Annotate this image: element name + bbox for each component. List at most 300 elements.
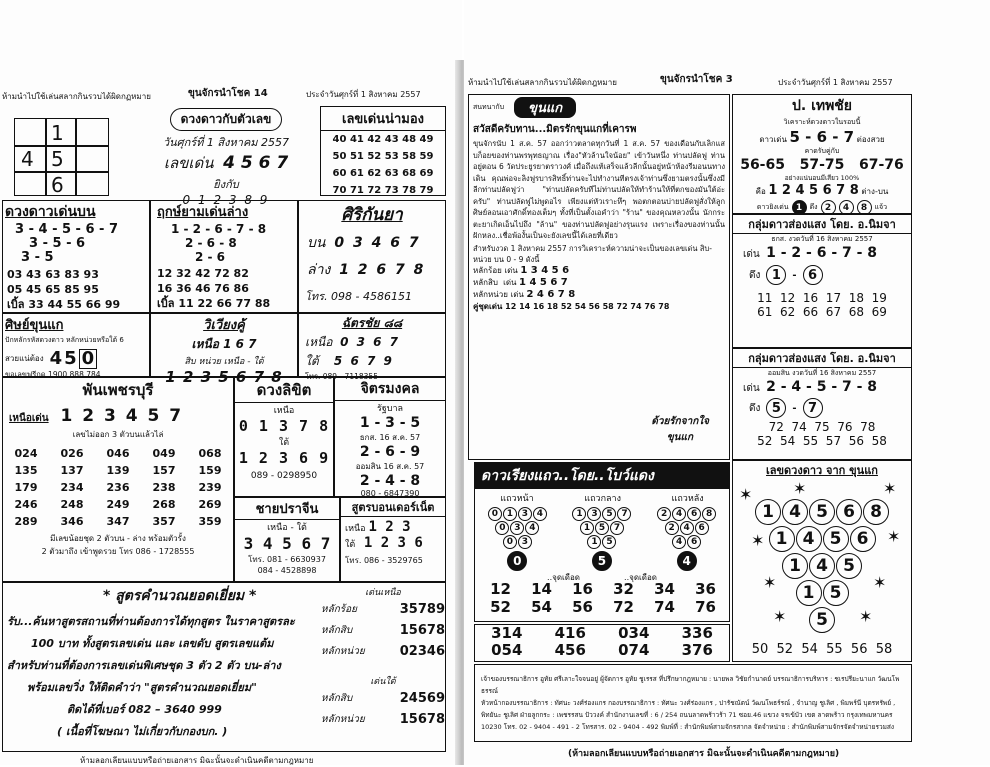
rerk-line: 2 - 6 - 8 <box>185 236 237 250</box>
credits-box <box>474 664 912 742</box>
sutbonder-box <box>340 497 446 582</box>
khunkae-sign: ด้วยรักจากใจ <box>651 416 709 427</box>
daorieng-triangle <box>487 507 547 571</box>
lekduangdao-circle: 1 <box>782 553 808 579</box>
sutkhamnuan-value: 24569 <box>399 691 445 706</box>
phanphet-number: 139 <box>106 464 130 477</box>
sutkhamnuan-line: สำหรับท่านที่ต้องการเลขเด่นพิเศษชุด 3 ตัว 2 ตัว บน-ล่าง <box>7 659 281 672</box>
rerk-title: ฤกษ์ยามเด่นล่าง <box>157 205 249 220</box>
khunkae-row-label: หลักสิบ <box>473 277 498 287</box>
klum2-den-label: เด่น <box>743 383 760 394</box>
daorieng-circle: 6 <box>687 507 701 521</box>
klum2-row: 52 54 55 57 56 58 <box>757 434 887 448</box>
phanphet-number: 159 <box>198 464 222 477</box>
sutbonder-nuea: 1 2 3 <box>368 519 411 535</box>
sutkhamnuan-value: 15678 <box>399 623 445 638</box>
phanphet-number: 239 <box>198 481 222 494</box>
thep-circle: 8 <box>857 200 872 215</box>
sutkhamnuan-title: * สูตรคำนวณยอดเยี่ยม * <box>103 588 257 604</box>
sutkhamnuan-label: หลักหน่วย <box>321 714 365 725</box>
phanphet-number-grid <box>3 447 233 528</box>
phanphet-number: 046 <box>106 447 130 460</box>
phanphet-number: 024 <box>14 447 38 460</box>
daorieng-bottom-circle: 5 <box>592 551 612 571</box>
daorieng-number: 32 <box>613 580 634 598</box>
chitmongkol-line: 1 - 3 - 5 <box>359 415 421 431</box>
duangdao-lek-title: ดวงดาวกับตัวเลข <box>170 108 283 131</box>
khunkae-paragraph2: สำหรับงวด 1 สิงหาคม 2557 การวิเคราะห์ความน่าจะเป็นของเลขเด่น สิบ-หน่วย บน 0 - 9 ดังนี้ <box>473 243 712 264</box>
thep-kue-note: ต่าง-บน <box>861 187 889 196</box>
daorieng-circle: 0 <box>488 507 502 521</box>
left-footer: ห้ามลอกเลียนแบบหรือถ่ายเอกสาร มิฉะนั้นจะดำเนินคดีตามกฎหมาย <box>80 756 314 765</box>
phanphet-title: พันเพชรบุรี <box>82 381 154 399</box>
duangdao-bon-line: 3 - 5 - 6 <box>29 236 86 251</box>
duangdao-bon-box <box>2 200 150 313</box>
khunkae-row-value: 2 4 6 7 8 <box>526 288 576 300</box>
klum2-title: กลุ่มดาวส่องแสง โดย. อ.นิมจา <box>733 349 911 368</box>
daorieng-circle: 5 <box>595 521 609 535</box>
duangdao-lek-nums: 0 1 2 3 8 9 <box>182 193 270 207</box>
sutbonder-tai: 1 2 3 6 <box>363 535 423 551</box>
left-header-warning: ห้ามนำไปใช้เล่นสลากกินรวบได้ผิดกฏหมาย <box>2 92 151 101</box>
right-header-warning: ห้ามนำไปใช้เล่นสลากกินรวบได้ผิดกฎหมาย <box>468 78 617 87</box>
daorieng-number: 76 <box>695 598 716 616</box>
sutkhamnuan-line: 100 บาท ทั้งสูตรเลขเด่น และ เลขดับ สูตรเลขแต้ม <box>31 637 274 650</box>
daorieng-circle: 4 <box>672 507 686 521</box>
khunkae-row-value: 1 4 5 6 7 <box>519 276 568 288</box>
sitkhun-sub: สวยแน่ต้อง <box>5 354 44 363</box>
lek-den-row: 50 51 52 53 58 59 <box>332 151 434 162</box>
bottom-num: 314 <box>491 624 523 642</box>
klum1-row: 11 12 16 17 18 19 <box>757 291 887 305</box>
rerk-nums: เบิ้ล 11 22 66 77 88 <box>157 297 271 310</box>
daorieng-circle: 5 <box>602 507 616 521</box>
duangdao-lek-digits: 4 5 6 7 <box>223 153 289 173</box>
thep-sub: วิเคราะห์ดวงดาวในรอบนี้ <box>783 118 861 126</box>
sitkhun-title: ศิษย์ขุนแก <box>5 318 64 333</box>
sutkhamnuan-value: 02346 <box>399 644 445 659</box>
sirikanya-box <box>298 200 446 313</box>
sutkhamnuan-label: หลักหน่วย <box>321 646 365 657</box>
star-icon: ✶ <box>883 479 897 498</box>
bottom-nums-box <box>474 624 730 662</box>
chatchai-nuea-label: เหนือ <box>305 335 333 349</box>
sitkhun-digit: 4 <box>49 348 63 369</box>
daorieng-circle: 3 <box>587 507 601 521</box>
thep-circle: 2 <box>821 200 836 215</box>
duangdao-bon-nums: 05 45 65 85 95 <box>7 283 99 296</box>
credits-line: หัวหน้ากองบรรณาธิการ : ทัศนะ วงศ์ร่องแกร กองบรรณาธิการ : ทัศนะ วงศ์ร่องแกร , ปารัชณัตน์ วัฒนโพธร์รณ์ , จำนาญ ชูเลิศ , พิมพร์นี บุตรทรัพย์ , <box>481 699 896 707</box>
daorieng-circle: 5 <box>602 535 616 549</box>
chitmongkol-date: ออมสิน 16 ส.ค. 57 <box>355 462 425 471</box>
duangdao-bon-title: ดวงดาวเด่นบน <box>5 204 96 220</box>
daorieng-circle: 0 <box>503 535 517 549</box>
lekduangdao-title: เลขดวงดาว จาก ขุนแก <box>766 464 878 477</box>
sirikanya-tel: โทร. 098 - 4586151 <box>305 290 413 303</box>
phanphet-number: 234 <box>60 481 84 494</box>
duangdao-lek-box <box>140 108 312 207</box>
phanphet-number: 359 <box>198 515 222 528</box>
sitkhun-note: ปักหลักรหัสดวงดาว หลักหน่วยหรือใต้ 6 <box>5 336 124 344</box>
star-icon: ✶ <box>793 479 807 498</box>
lek-den-title: เลขเด่นน่ามอง <box>321 107 445 131</box>
thep-den-label: ดาวเด่น <box>759 135 787 144</box>
thep-den: 5 - 6 - 7 <box>789 128 855 146</box>
bottom-num: 074 <box>618 641 650 659</box>
left-header-date: ประจำวันศุกร์ที่ 1 สิงหาคม 2557 <box>306 90 421 99</box>
chitmongkol-tel: 080 - 6847390 <box>360 489 420 498</box>
star-icon: ✶ <box>751 531 765 550</box>
thep-den-note: ต่องสวย <box>856 135 885 144</box>
sutkhamnuan-tai-title: เด่นใต้ <box>370 677 396 687</box>
right-footer: (ห้ามลอกเลียนแบบหรือถ่ายเอกสาร มิฉะนั้นจะดำเนินคดีตามกฎหมาย) <box>568 749 840 759</box>
daorieng-circle: 4 <box>680 521 694 535</box>
star-icon: ✶ <box>859 607 873 626</box>
sitkhun-tel: ขอเลขฟรีกด 1900 888 784 <box>5 370 101 379</box>
sutkhamnuan-value: 35789 <box>399 602 445 617</box>
daorieng-circle: 3 <box>518 535 532 549</box>
daorieng-col-label: แถวกลาง <box>584 494 621 504</box>
daorieng-circle: 7 <box>610 521 624 535</box>
duangdao-lek-yingkab: ยิงกับ <box>213 178 239 191</box>
thep-wing-note: ดึง <box>809 203 818 211</box>
star-icon: ✶ <box>763 573 777 592</box>
lekduangdao-circle: 8 <box>863 499 889 525</box>
daorieng-rows <box>480 580 726 616</box>
phanphet-foot: 2 ตัวมาถึง เข้าพูดรวย โทร 086 - 1728555 <box>41 547 195 556</box>
khunkae-row-den: เด่น <box>503 277 517 287</box>
daorieng-circle: 1 <box>503 507 517 521</box>
phanphet-den-label: เหนือเด่น <box>9 413 49 424</box>
sitkhun-digit-boxed: 0 <box>79 349 98 369</box>
credits-line: 10230 โทร. 02 - 9404 - 491 - 2 โทรสาร. 02 - 9404 - 492 พิมพ์ที่ : สำนักพิมพ์สามจักรสากล จัดจำหน่าย : สำนักพิมพ์สามจักรจัดจำหน่ายรวมส่ง <box>481 723 895 731</box>
chaiprajin-tel: 084 - 4528898 <box>257 566 317 575</box>
daorieng-circle: 4 <box>525 521 539 535</box>
thep-acc: อย่างแน่นอนมีเสียว 100% <box>784 174 860 182</box>
chaiprajin-digits: 3 4 5 6 7 <box>243 534 331 553</box>
bottom-num: 456 <box>554 641 586 659</box>
phanphet-foot: มีเลขน้อยชุด 2 ตัวบน - ล่าง พร้อมตัวรั้ง <box>50 534 186 543</box>
sutkhamnuan-value: 15678 <box>399 712 445 727</box>
phanphet-number: 249 <box>106 498 130 511</box>
khunkae-row-den: เด่น <box>504 265 518 275</box>
phanphet-number: 179 <box>14 481 38 494</box>
phanphet-number: 268 <box>152 498 176 511</box>
duanglikhit-nuea-label: เหนือ <box>273 406 295 416</box>
khunkae-row-label: หลักหน่วย <box>473 289 508 299</box>
bottom-num: 416 <box>554 624 586 642</box>
thep-end: แจ้ว <box>874 203 888 211</box>
wiangkhwan-digits: 1 2 3 5 6 7 8 <box>165 368 283 386</box>
khunkae-sign: ขุนแก <box>666 432 693 443</box>
star-icon: ✶ <box>773 607 787 626</box>
sirikanya-lang-label: ล่าง <box>307 262 331 278</box>
grid-digit: 5 <box>51 147 64 171</box>
klum1-den-label: เด่น <box>743 249 760 260</box>
duanglikhit-nuea: 0 1 3 7 8 <box>238 417 330 435</box>
sutkhamnuan-line: รับ...ค้นหาสูตรสถานที่ท่านต้องการได้ทุกสูตร ในราคาสูตรละ <box>7 615 295 628</box>
rerk-nums: 16 36 46 76 86 <box>157 282 249 295</box>
phanphet-number: 246 <box>14 498 38 511</box>
credits-line: พิทยันะ ชูเลิศ ฝ่ายลูกกระ : เพชรรสน ปัววงค์ สำนักงานเลขที่ : 6 / 254 ถนนลาดพร้าวร้า 71 ซอย.46 แขวง จรเข้บัว เขต ลาดพร้าว กรุงเทพมหานคร <box>481 711 893 719</box>
daorieng-number: 16 <box>572 580 593 598</box>
lek-den-row: 60 61 62 63 68 69 <box>332 168 434 179</box>
phanphet-number: 026 <box>60 447 84 460</box>
daorieng-number: 52 <box>490 598 511 616</box>
duangdao-bon-nums: 03 43 63 83 93 <box>7 268 99 281</box>
klum1-circle: 6 <box>803 265 823 285</box>
left-page <box>0 0 462 765</box>
phanphet-number: 248 <box>60 498 84 511</box>
daorieng-circle: 1 <box>572 507 586 521</box>
phanphet-number: 238 <box>152 481 176 494</box>
lekduangdao-circle: 5 <box>836 553 862 579</box>
duanglikhit-tel: 089 - 0298950 <box>250 471 318 481</box>
klum2-circle: 7 <box>803 398 823 418</box>
daorieng-circle: 4 <box>672 535 686 549</box>
sirikanya-bon: 0 3 4 6 7 <box>334 235 421 251</box>
daorieng-col-label: แถวหลัง <box>671 494 704 504</box>
right-page <box>464 0 990 765</box>
khunkae-pairs: คู่ชุดเด่น 12 14 16 18 52 54 56 58 72 74 76 78 <box>473 301 670 311</box>
chatchai-tai: 5 6 7 9 <box>333 354 394 368</box>
daorieng-number: 36 <box>695 580 716 598</box>
daorieng-triangle <box>572 507 632 571</box>
lekduangdao-circle: 4 <box>796 526 822 552</box>
khunkae-row-label: หลักร้อย <box>473 265 502 275</box>
khunkae-article-box <box>468 94 730 460</box>
daorieng-circle: 4 <box>533 507 547 521</box>
daorieng-number: 12 <box>490 580 511 598</box>
daorieng-number: 54 <box>531 598 552 616</box>
klum2-box: กลุ่มดาวส่องแสง โดย. อ.นิมจา ออมสิน งวดวันที่ 16 สิงหาคม 2557 เด่น 2 - 4 - 5 - 7 - 8 ดึง 5 - 7 72 74 75 76 78 52 54 55 57 56 58 <box>732 348 912 460</box>
sutkhamnuan-box <box>2 582 446 752</box>
number-grid <box>14 118 109 196</box>
phanphet-box <box>2 377 234 582</box>
sirikanya-title: ศิริกันยา <box>341 205 403 225</box>
daorieng-number: 72 <box>613 598 634 616</box>
sutbonder-nuea-label: เหนือ <box>345 524 366 534</box>
daorieng-circle: 0 <box>495 521 509 535</box>
duanglikhit-tai: 1 2 3 6 9 <box>238 449 330 467</box>
klum1-dueng-label: ดึง <box>749 269 761 281</box>
phanphet-number: 068 <box>198 447 222 460</box>
thep-pairs: 56-65 57-75 67-76 <box>740 157 904 173</box>
klum1-circle: 1 <box>766 265 786 285</box>
daorieng-col-label: แถวหน้า <box>500 494 534 504</box>
daorieng-circle: 2 <box>657 507 671 521</box>
phanphet-number: 357 <box>152 515 176 528</box>
credits-line: เจ้าของบรรณาธิการ อูทัย ศรีเลาะใจจนอยู่ ผู้จัดการ อูทัย ชูเรรส ที่ปรึกษากฎหมาย : นายพล วิชัยกำนาดย์ บรรณาธิการบริหาร : ชเรปรียะนาแก วัฒนโพธรรณ์ <box>481 675 900 695</box>
grid-digit: 1 <box>51 121 64 145</box>
duanglikhit-box <box>234 377 334 497</box>
thep-circle: 1 <box>792 200 807 215</box>
rerk-line: 2 - 6 <box>195 250 226 264</box>
sutkhamnuan-label: หลักร้อย <box>321 604 358 615</box>
chaiprajin-tel: โทร. 081 - 6630937 <box>248 555 326 564</box>
klum2-dueng-label: ดึง <box>749 402 761 414</box>
lekduangdao-pyramid <box>733 499 911 634</box>
chatchai-box <box>298 313 446 381</box>
daorieng-jud: ..จุดเดือด <box>547 573 580 582</box>
duangdao-bon-line: 3 - 5 <box>21 250 54 265</box>
lekduangdao-circle: 5 <box>809 607 835 633</box>
klum1-den: 1 - 2 - 6 - 7 - 8 <box>766 245 878 261</box>
khunkae-row-value: 1 3 4 5 6 <box>520 264 570 276</box>
sirikanya-lang: 1 2 6 7 8 <box>339 262 426 278</box>
bottom-num: 054 <box>491 641 523 659</box>
daorieng-number: 34 <box>654 580 675 598</box>
sutbonder-tel: โทร. 086 - 3529765 <box>345 556 423 565</box>
sutkhamnuan-line: ( เนื้อที่โฆษณา ไม่เกี่ยวกับกองบก. ) <box>57 725 228 738</box>
khunkae-logo: ขุนแก <box>514 97 576 118</box>
klum2-row: 72 74 75 76 78 <box>768 420 876 434</box>
daorieng-banner: ดาวเรียงแถว..โดย..โบว์แดง <box>475 463 729 489</box>
lekduangdao-circle: 5 <box>809 499 835 525</box>
klum1-sub: ธกส. งวดวันที่ 16 สิงหาคม 2557 <box>771 235 873 243</box>
daorieng-circle: 7 <box>617 507 631 521</box>
chitmongkol-box <box>334 377 446 497</box>
chatchai-title: ฉัตรชัย ๘๘ <box>341 316 403 330</box>
chaiprajin-sub: เหนือ - ใต้ <box>267 523 307 533</box>
grid-digit: 4 <box>21 147 34 171</box>
duangdao-bon-nums: เบิ้ล 33 44 55 66 99 <box>7 298 121 311</box>
rerk-box <box>150 200 298 313</box>
chatchai-tai-label: ใต้ <box>305 354 319 368</box>
klum1-title: กลุ่มดาวส่องแสง โดย. อ.นิมจา <box>733 215 911 234</box>
sirikanya-bon-label: บน <box>307 235 326 251</box>
sutbonder-tai-label: ใต้ <box>345 540 356 550</box>
daorieng-triangles <box>475 507 729 571</box>
wiangkhwan-line1: เหนือ 1 6 7 <box>191 337 257 351</box>
phanphet-den: 1 2 3 4 5 7 <box>60 406 184 426</box>
bottom-num: 376 <box>681 641 713 659</box>
daorieng-circle: 3 <box>510 521 524 535</box>
lekduangdao-circle: 4 <box>782 499 808 525</box>
thep-kue-label: คือ <box>755 187 766 196</box>
duangdao-lek-date: วันศุกร์ที่ 1 สิงหาคม 2557 <box>162 136 290 149</box>
star-icon: ✶ <box>873 573 887 592</box>
thep-circle: 4 <box>839 200 854 215</box>
lekduangdao-circle: 1 <box>769 526 795 552</box>
klum2-circle: 5 <box>766 398 786 418</box>
grid-digit: 6 <box>51 173 64 197</box>
sutkhamnuan-line: ติดได้ที่เบอร์ 082 – 3640 999 <box>67 703 222 716</box>
right-header-date: ประจำวันศุกร์ที่ 1 สิงหาคม 2557 <box>778 78 893 87</box>
chaiprajin-title: ชายปราจีน <box>235 498 339 520</box>
phanphet-number: 289 <box>14 515 38 528</box>
chitmongkol-sub: รัฐบาล <box>376 404 404 414</box>
duangdao-lek-label: เลขเด่น <box>163 154 214 172</box>
lekduangdao-box <box>732 460 912 662</box>
daorieng-circle: 1 <box>580 521 594 535</box>
sutkhamnuan-label: หลักสิบ <box>321 693 353 704</box>
star-icon: ✶ <box>739 485 753 504</box>
wiangkhwan-line2: สิบ หน่วย เหนือ - ใต้ <box>184 357 264 367</box>
star-icon: ✶ <box>887 527 901 546</box>
daorieng-circle: 6 <box>687 535 701 549</box>
lekduangdao-circle: 6 <box>836 499 862 525</box>
lekduangdao-circle: 5 <box>823 526 849 552</box>
chitmongkol-date: ธกส. 16 ส.ค. 57 <box>359 433 421 442</box>
klum1-row: 61 62 66 67 68 69 <box>757 305 887 319</box>
chatchai-nuea: 0 3 6 7 <box>340 335 400 349</box>
khunkae-badge: สนทนากับ <box>473 103 505 111</box>
thep-title: ป. เทพชัย <box>791 98 853 114</box>
lekduangdao-circle: 1 <box>796 580 822 606</box>
klum1-box: กลุ่มดาวส่องแสง โดย. อ.นิมจา ธกส. งวดวันที่ 16 สิงหาคม 2557 เด่น 1 - 2 - 6 - 7 - 8 ดึง 1 - 6 11 12 16 17 18 19 61 62 66 67 68 69 <box>732 214 912 348</box>
left-header-title: ขุนจักรนำโชค 14 <box>188 88 268 99</box>
right-header-title: ขุนจักรนำโชค 3 <box>660 74 733 85</box>
wiangkhwan-title: วิเวียงคู้ <box>203 318 245 333</box>
klum2-sub: ออมสิน งวดวันที่ 16 สิงหาคม 2557 <box>767 369 877 377</box>
phanphet-note: เลขไม่ออก 3 ตัวบนแล้วไล่ <box>72 430 164 439</box>
daorieng-number: 56 <box>572 598 593 616</box>
phanphet-number: 346 <box>60 515 84 528</box>
chaiprajin-box <box>234 497 340 582</box>
sitkhun-digit: 5 <box>64 348 77 369</box>
lekduangdao-circle: 4 <box>809 553 835 579</box>
klum2-den: 2 - 4 - 5 - 7 - 8 <box>766 379 878 395</box>
sutkhamnuan-label: หลักสิบ <box>321 625 353 636</box>
lekduangdao-circle: 6 <box>850 526 876 552</box>
lek-den-row: 70 71 72 73 78 79 <box>332 185 434 196</box>
daorieng-bottom-circle: 0 <box>507 551 527 571</box>
phanphet-number: 049 <box>152 447 176 460</box>
sutkhamnuan-nuea-title: เด่นเหนือ <box>365 588 401 598</box>
duangdao-bon-line: 3 - 4 - 5 - 6 - 7 <box>15 222 119 237</box>
daorieng-number: 14 <box>531 580 552 598</box>
phanphet-number: 137 <box>60 464 84 477</box>
lekduangdao-row: 50 52 54 55 56 58 <box>751 642 893 657</box>
daorieng-jud: ..จุดเดือด <box>624 573 657 582</box>
duanglikhit-tai-label: ใต้ <box>278 438 290 448</box>
lekduangdao-circle: 5 <box>823 580 849 606</box>
daorieng-circle: 8 <box>702 507 716 521</box>
wiangkhwan-box <box>150 313 298 386</box>
chitmongkol-title: จิตรมงคล <box>335 378 445 401</box>
daorieng-number: 74 <box>654 598 675 616</box>
rerk-line: 1 - 2 - 6 - 7 - 8 <box>171 222 267 236</box>
daorieng-circle: 2 <box>665 521 679 535</box>
lek-den-row: 40 41 42 43 48 49 <box>332 134 434 145</box>
chitmongkol-line: 2 - 4 - 8 <box>359 473 421 489</box>
lek-den-box <box>320 106 446 196</box>
rerk-nums: 12 32 42 72 82 <box>157 267 249 280</box>
sitkhun-box <box>2 313 150 377</box>
daorieng-bottom-circle: 4 <box>677 551 697 571</box>
thep-kue: 1 2 4 5 6 7 8 <box>768 183 859 198</box>
sutkhamnuan-line: พร้อมเลขวิ่ง ให้ติดคำว่า "สูตรคำนวณยอดเยี่ยม" <box>27 681 257 694</box>
daorieng-circle: 1 <box>587 535 601 549</box>
duanglikhit-title: ดวงลิขิต <box>235 378 333 403</box>
khunkae-paragraph: ขุนจักรนับ 1 ส.ค. 57 ออกว่าวตลาดทุกวันที่ 1 ส.ค. 57 ของเดือนกับเลิกแสบก็อยของท่านพรพุทธญาณ เรื่อง"หัวล้านใจน้อย" เข้าวันหนึ่ง ท่านปลัดฟู ท่านอยู่ตอน 6 วัดประยูรยาตราวงศ์ เมื่อถึงแท้เสร็จแล้วลีกนั้นอยู่หน้าห้องรีมอนนทางเดิน คุณพ่อจะลิงฟูรบารสิทธิ์ท่านจะไปทำงานทีตรงเจ้าท่านซึ่งยามตรงนั้นซึ่งงมีลีกท่านปลัดฟูว่า "ท่านปลัดครับทีไม่ท่านปลัดให้ทำร้านให้ที่ตกของมันใต้อ่ะครับ" ท่านปลัดฟูไม่พูดอไร เพียงแต่หัวเราะหึๆ พอตกตอนบ่ายปลัดฟูสั่งให้ลูกศิษย์ลอนเอาศักดิ์ทองเต็มๆ ทั้งที่เป็นตั้งเอคำว่า "ร้าน" ของคุณหลวงนั้น นักกระตะยาเกิดเอ็นไปถึง "ล้าน" ของท่านปลัดฟูอย่างรุนแรง เพราะเรื่องของท่านนั้นฝักหลง..เชื่อพ้องั้นเป็นจะยังเลขนี้ได้เลยที่เดียว <box>473 139 725 240</box>
bottom-num: 034 <box>618 624 650 642</box>
chitmongkol-line: 2 - 6 - 9 <box>359 444 421 460</box>
daorieng-circle: 3 <box>518 507 532 521</box>
khunkae-row-den: เด่น <box>510 289 524 299</box>
phanphet-number: 269 <box>198 498 222 511</box>
thep-wing-label: ดาวยิงเด่น <box>756 203 789 211</box>
bottom-num: 336 <box>681 624 713 642</box>
phanphet-number: 236 <box>106 481 130 494</box>
phanphet-number: 157 <box>152 464 176 477</box>
lekduangdao-circle: 1 <box>755 499 781 525</box>
daorieng-circle: 6 <box>695 521 709 535</box>
phanphet-number: 135 <box>14 464 38 477</box>
sutbonder-title: สูตรบอนเดอร์เน็ต <box>341 498 445 517</box>
phanphet-number: 347 <box>106 515 130 528</box>
